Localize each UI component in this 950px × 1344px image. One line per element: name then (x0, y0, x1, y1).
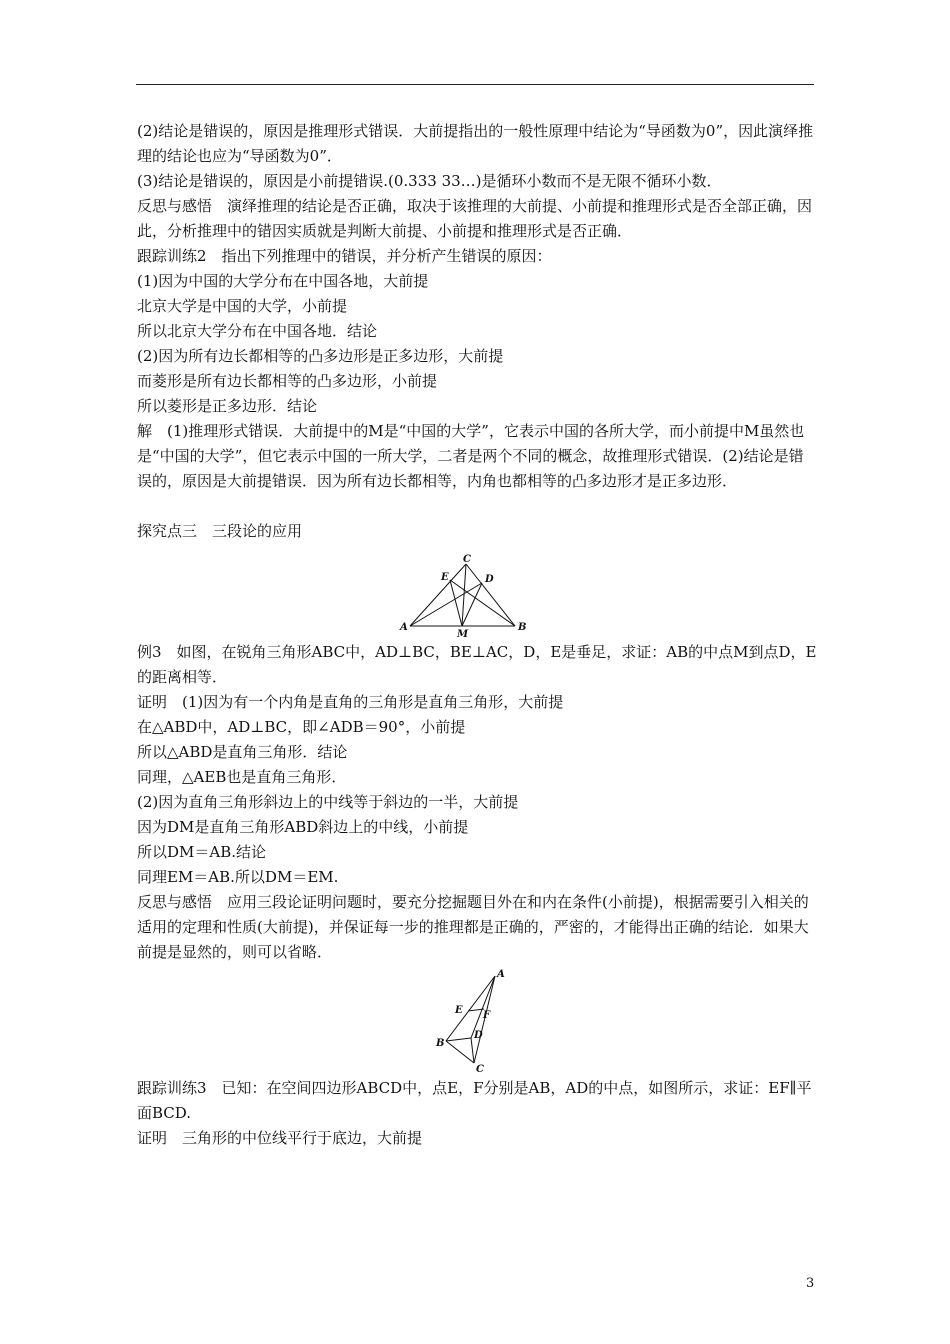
label-a: A (497, 969, 505, 980)
spacer (137, 494, 817, 519)
paragraph: 解 (1)推理形式错误．大前提中的M是“中国的大学”，它表示中国的各所大学，而小前提中M虽然也是“中国的大学”，但它表示中国的一所大学，二者是两个不同的概念，故推理形式错误．(2)结论是错误的，原因是大前提错误．因为所有边长都相等，内角也都相等的凸多边形才是正多边形． (137, 422, 805, 490)
paragraph: 反思与感悟 应用三段论证明问题时，要充分挖掘题目外在和内在条件(小前提)，根据需要引入相关的适用的定理和性质(大前提)，并保证每一步的推理都是正确的，严密的，才能得出正确的结论．如果大前提是显然的，则可以省略． (137, 893, 809, 961)
paragraph: (1)因为中国的大学分布在中国各地，大前提 (137, 272, 429, 290)
paragraph: 北京大学是中国的大学，小前提 (137, 297, 348, 315)
paragraph: 例3 如图，在锐角三角形ABC中，AD⊥BC，BE⊥AC，D，E是垂足，求证：AB的中点M到点D，E的距离相等． (137, 643, 817, 686)
header-rule (136, 84, 814, 85)
section-title: 探究点三 三段论的应用 (137, 522, 303, 540)
label-e: E (441, 572, 449, 583)
label-a: A (400, 622, 408, 633)
paragraph: 所以北京大学分布在中国各地．结论 (137, 322, 378, 340)
label-d: D (485, 574, 494, 585)
paragraph: 因为DM是直角三角形ABD斜边上的中线，小前提 (137, 818, 469, 836)
label-b: B (518, 622, 527, 633)
paragraph: (2)结论是错误的，原因是推理形式错误．大前提指出的一般性原理中结论为“导函数为0”，因此演绎推理的结论也应为“导函数为0”． (137, 122, 814, 165)
label-c: C (476, 1064, 484, 1074)
paragraph: (2)因为所有边长都相等的凸多边形是正多边形，大前提 (137, 347, 504, 365)
triangle-abc-figure (399, 554, 529, 638)
paragraph: 所以△ABD是直角三角形．结论 (137, 743, 348, 761)
page-number: 3 (806, 1276, 815, 1291)
label-m: M (457, 629, 469, 638)
paragraph: 跟踪训练3 已知：在空间四边形ABCD中，点E，F分别是AB，AD的中点，如图所示，求证：EF∥平面BCD. (137, 1079, 812, 1122)
label-c: C (463, 554, 471, 565)
label-d: D (474, 1030, 483, 1041)
paragraph: 跟踪训练2 指出下列推理中的错误，并分析产生错误的原因： (137, 247, 552, 265)
paragraph: 所以DM＝AB.结论 (137, 843, 267, 861)
tetrahedron-abcd-figure (433, 968, 505, 1074)
paragraph: (2)因为直角三角形斜边上的中线等于斜边的一半，大前提 (137, 793, 519, 811)
paragraph: 证明 (1)因为有一个内角是直角的三角形是直角三角形，大前提 (137, 693, 564, 711)
page-content (137, 119, 817, 1151)
paragraph: 而菱形是所有边长都相等的凸多边形，小前提 (137, 372, 438, 390)
paragraph: 证明 三角形的中位线平行于底边，大前提 (137, 1129, 423, 1147)
paragraph: 同理EM＝AB.所以DM＝EM. (137, 868, 339, 886)
label-f: F (483, 1010, 491, 1021)
label-b: B (436, 1038, 445, 1049)
label-e: E (455, 1005, 463, 1016)
paragraph: (3)结论是错误的，原因是小前提错误.(0.333 33…)是循环小数而不是无限不循环小数． (137, 172, 722, 190)
paragraph: 在△ABD中，AD⊥BC，即∠ADB＝90°，小前提 (137, 718, 466, 736)
paragraph: 同理，△AEB也是直角三角形． (137, 768, 347, 786)
paragraph: 所以菱形是正多边形．结论 (137, 397, 318, 415)
paragraph: 反思与感悟 演绎推理的结论是否正确，取决于该推理的大前提、小前提和推理形式是否全部正确，因此，分析推理中的错因实质就是判断大前提、小前提和推理形式是否正确． (137, 197, 813, 240)
